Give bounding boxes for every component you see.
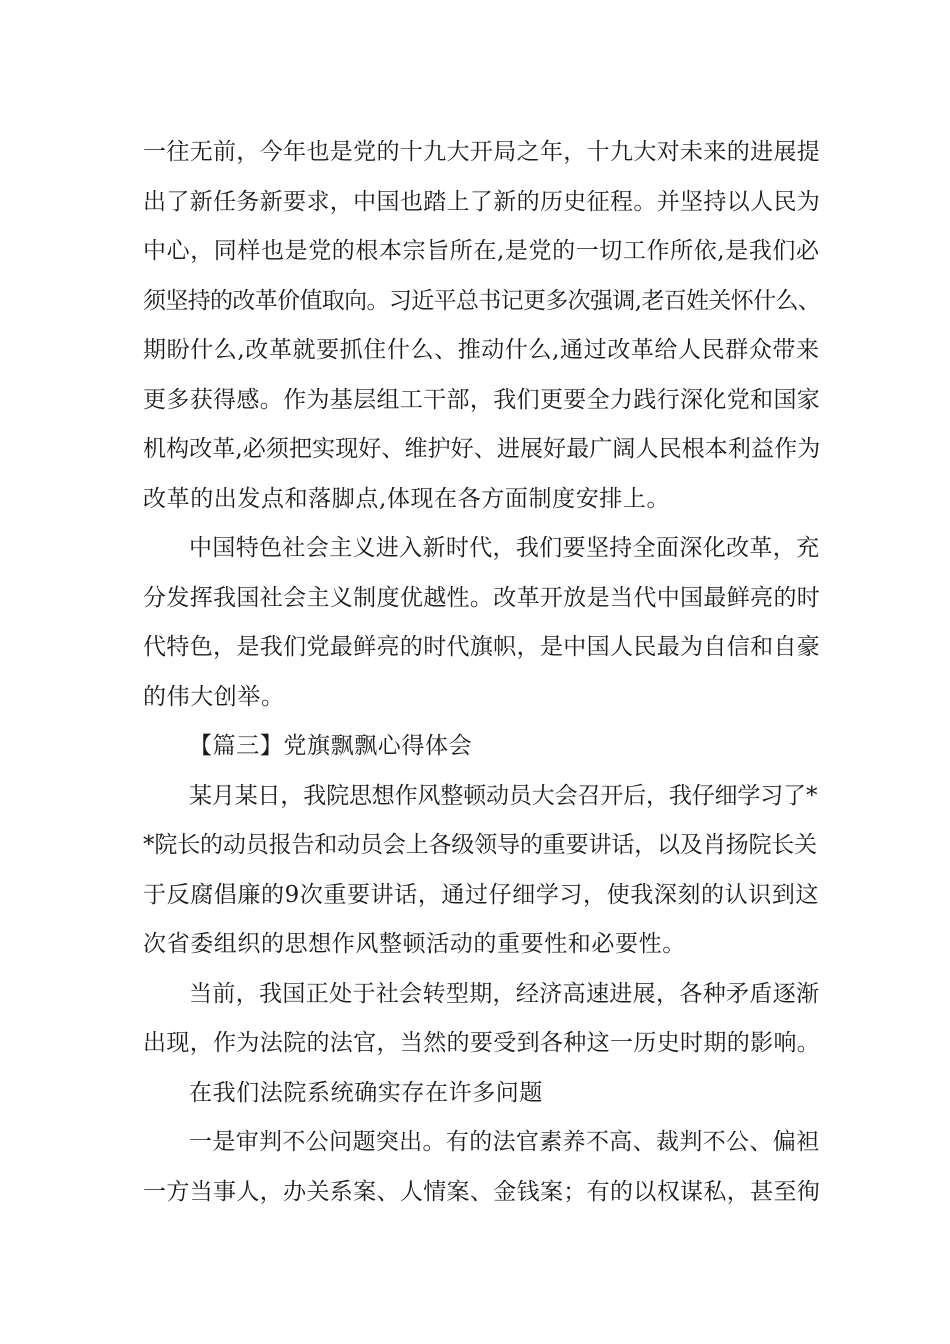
text-line: 分发挥我国社会主义制度优越性。改革开放是当代中国最鲜亮的时 <box>143 584 821 611</box>
text-line: 一是审判不公问题突出。有的法官素养不高、裁判不公、偏袒 <box>189 1129 820 1155</box>
text-line: 改革的出发点和落脚点,体现在各方面制度安排上。 <box>143 485 671 512</box>
document-body <box>143 128 823 1217</box>
text-line: 机构改革,必须把实现好、维护好、进展好最广阔人民根本利益作为 <box>143 436 821 462</box>
text-line: 须坚持的改革价值取向。习近平总书记更多次强调,老百姓关怀什么、 <box>143 287 821 314</box>
text-line: 代特色，是我们党最鲜亮的时代旗帜，是中国人民最为自信和自豪 <box>143 634 821 660</box>
text-line: 期盼什么,改革就要抓住什么、推动什么,通过改革给人民群众带来 <box>143 337 820 363</box>
text-line: *院长的动员报告和动员会上各级领导的重要讲话，以及肖扬院长关 <box>143 832 818 858</box>
text-line: 某月某日，我院思想作风整顿动员大会召开后，我仔细学习了* <box>189 782 818 809</box>
text-line: 中心，同样也是党的根本宗旨所在,是党的一切工作所依,是我们必 <box>143 238 820 264</box>
text-line: 一往无前，今年也是党的十九大开局之年，十九大对未来的进展提 <box>143 139 821 165</box>
text-line: 出现，作为法院的法官，当然的要受到各种这一历史时期的影响。 <box>143 1030 821 1056</box>
text-line: 出了新任务新要求，中国也踏上了新的历史征程。并坚持以人民为 <box>143 188 821 215</box>
text-line: 于反腐倡廉的9次重要讲话，通过仔细学习，使我深刻的认识到这 <box>143 881 820 908</box>
text-line: 在我们法院系统确实存在许多问题 <box>189 1079 543 1106</box>
text-line: 【篇三】党旗飘飘心得体会 <box>189 733 473 759</box>
text-line: 次省委组织的思想作风整顿活动的重要性和必要性。 <box>143 931 686 957</box>
text-line: 的伟大创举。 <box>143 683 285 710</box>
text-line: 当前，我国正处于社会转型期，经济高速进展，各种矛盾逐渐 <box>189 980 820 1007</box>
text-line: 更多获得感。作为基层组工干部，我们更要全力践行深化党和国家 <box>143 386 821 413</box>
text-line: 中国特色社会主义进入新时代，我们要坚持全面深化改革，充 <box>189 535 820 561</box>
text-line: 一方当事人，办关系案、人情案、金钱案；有的以权谋私，甚至徇 <box>143 1178 821 1205</box>
